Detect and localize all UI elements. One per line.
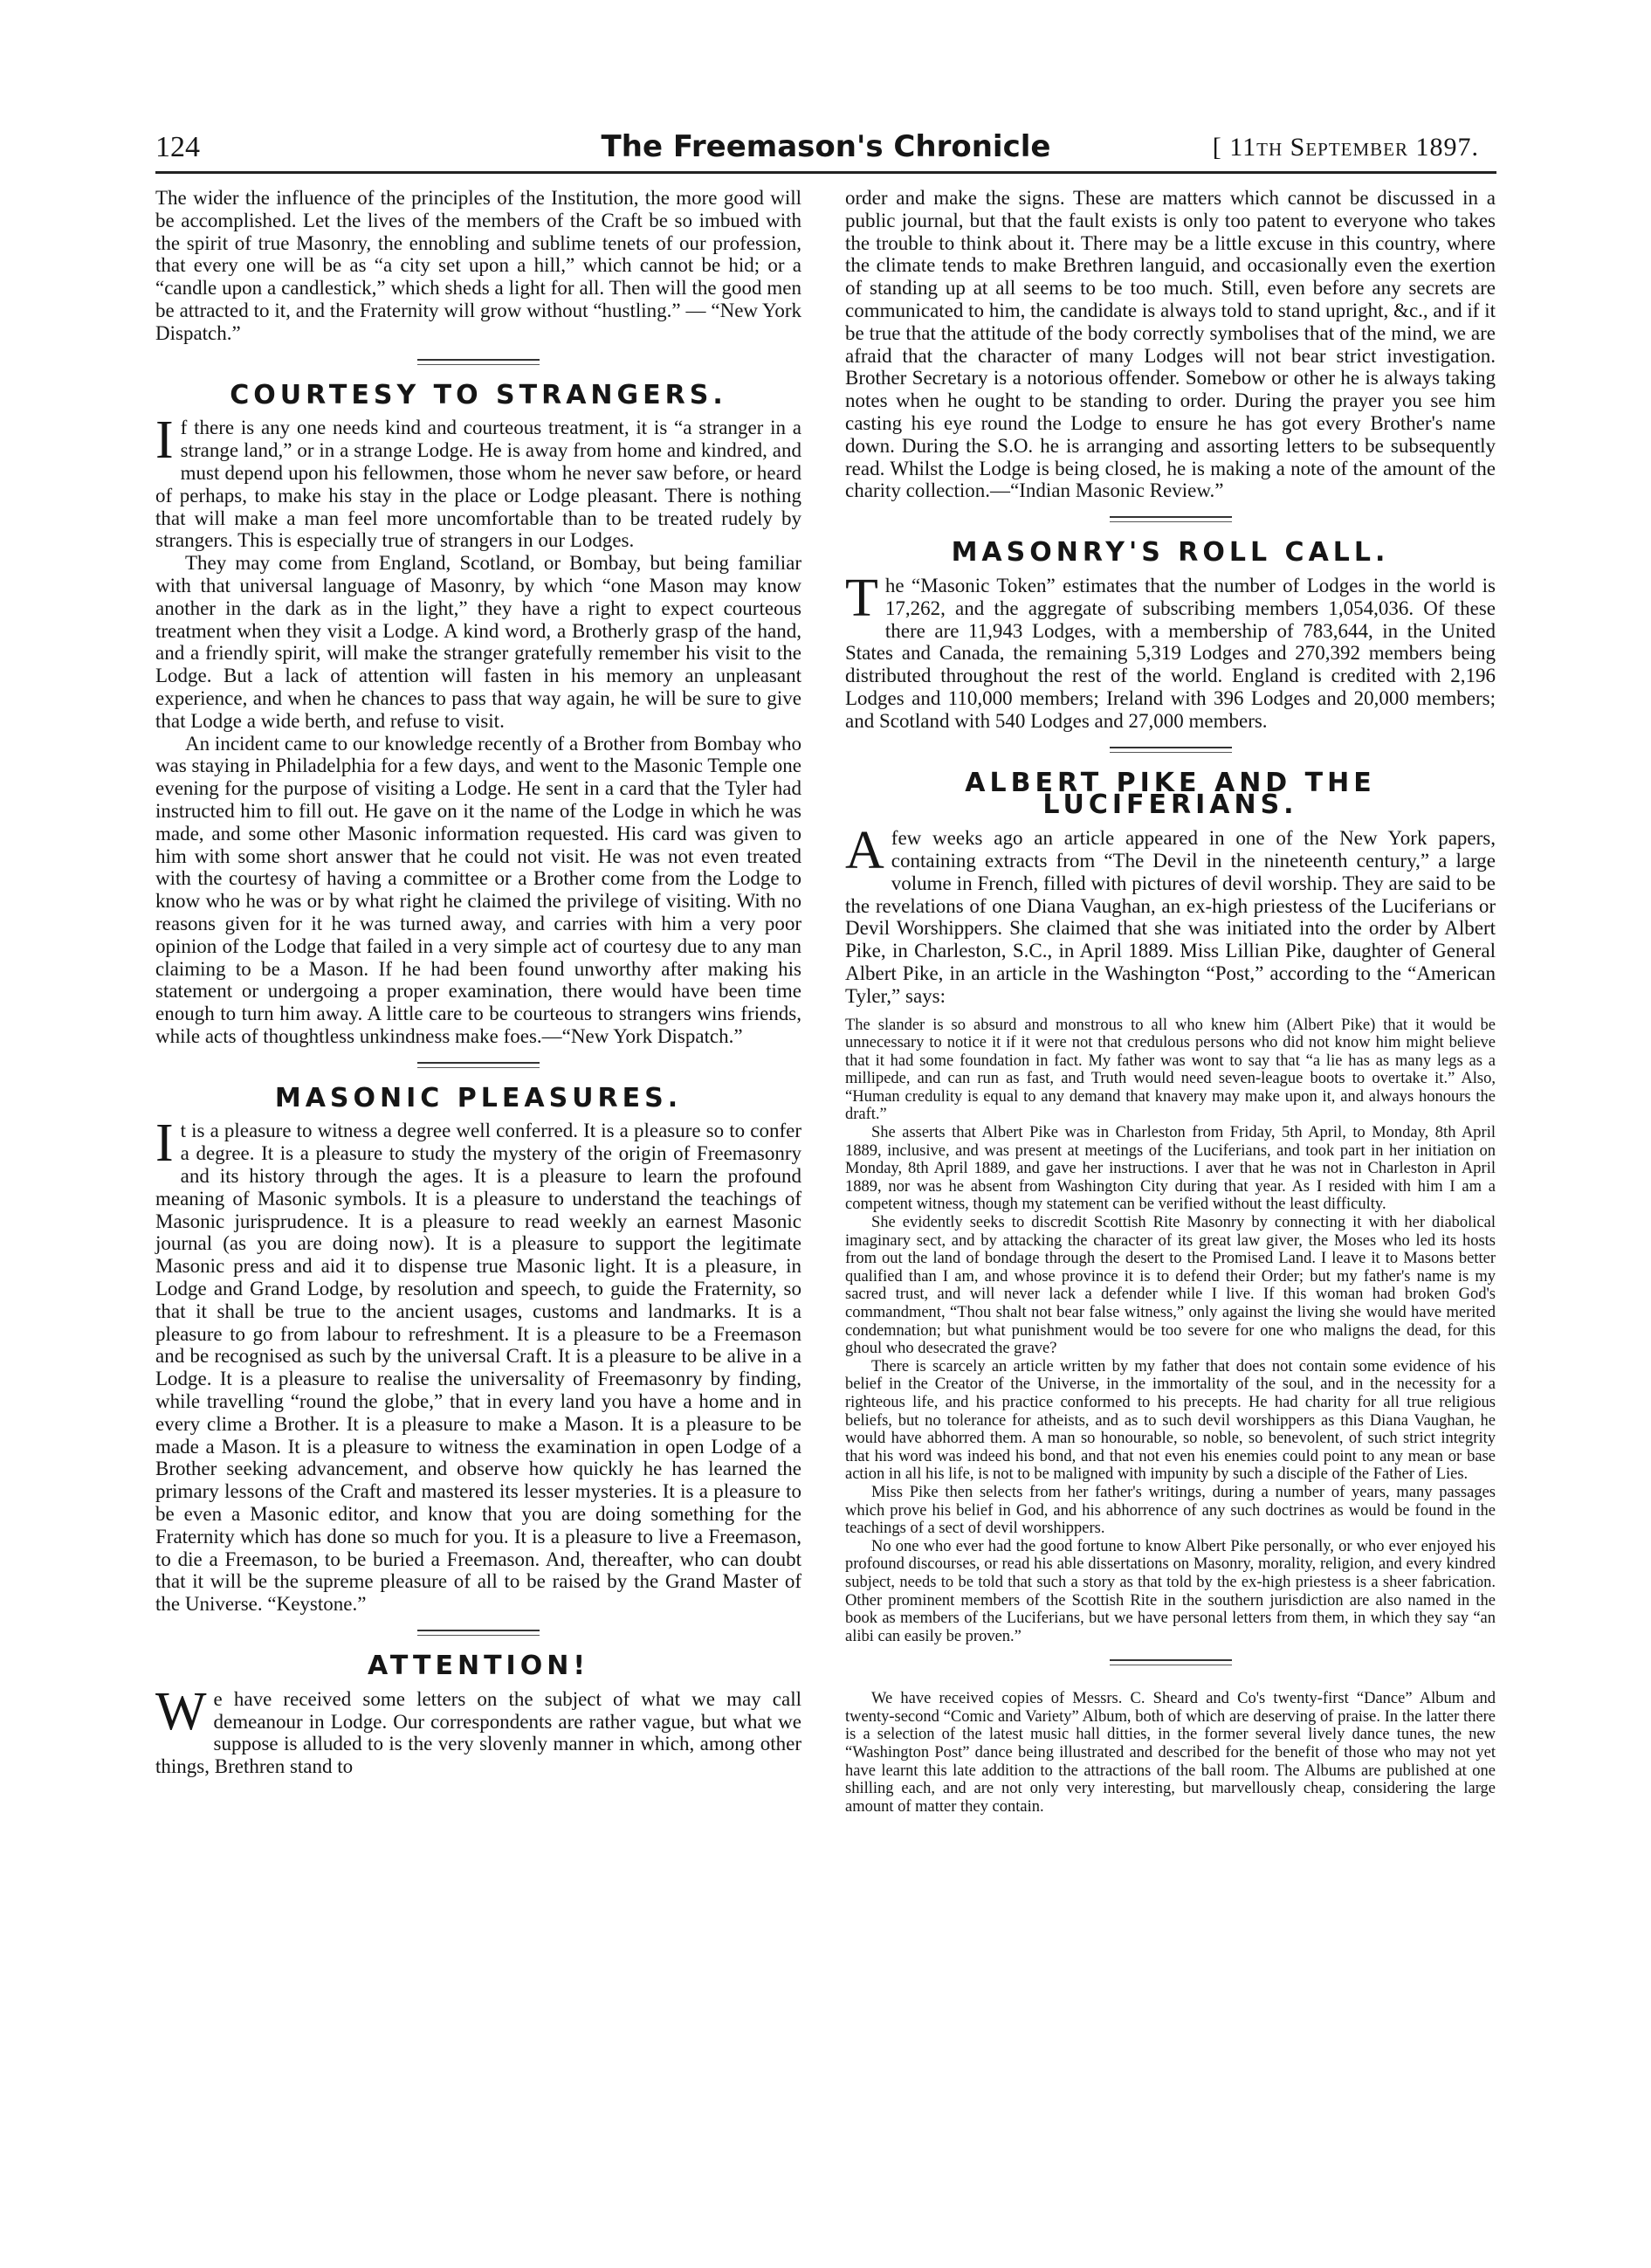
section-divider — [1110, 747, 1232, 753]
quote-paragraph: The slander is so absurd and monstrous to all who knew him (Albert Pike) that it would be unnecessary to notice it if it were not that credulous persons who did not know him might believe that it had some foundation in fact. My father was wont to say that “a lie has as many legs as a millipede, and can run as fast, and Truth would need seven-league boots to overtake it.” Also, “Human credulity is equal to any demand that knavery may make upon it, and always honours the draft.” — [845, 1016, 1496, 1124]
courtesy-paragraph: An incident came to our knowledge recently of a Brother from Bombay who was staying in Philadelphia for a few days, and went to the Masonic Temple one evening for the purpose of visiting a Lodge. He sent in a card that the Tyler had instructed him to fill out. He gave on it the name of the Lodge in which he was made, and some other Masonic information requested. His card was given to him with some short answer that he could not visit. He was not even treated with the courtesy of having a committee or a Brother come from the Lodge to know who he was or by what right he claimed the privilege of visiting. With no reasons given for it he was turned away, and carries with him a very poor opinion of the Lodge that failed in a very simple act of courtesy due to any man claiming to be a Mason. If he had been found unworthy after making his statement or undergoing a proper examination, there would have been time enough to turn him away. A little care to be courteous to strangers wins friends, while acts of thoughtless unkindness make foes.—“New York Dispatch.” — [155, 732, 801, 1047]
masthead — [155, 129, 1496, 168]
pleasures-heading: MASONIC PLEASURES. — [274, 1082, 683, 1113]
pleasures-paragraph: It is a pleasure to witness a degree well conferred. It is a pleasure so to confer a degree. It is a pleasure to study the mystery of the origin of Freemasonry and its history through the ages. It is a pleasure to learn the profound meaning of Masonic symbols. It is a pleasure to understand the teachings of Masonic jurisprudence. It is a pleasure to read weekly an earnest Masonic journal (as you are doing now). It is a pleasure to support the legitimate Masonic press and aid it to dispense true Masonic light. It is a pleasure, in Lodge and Grand Lodge, by resolution and speech, to guide the Fraternity, so that it shall be true to the ancient usages, customs and landmarks. It is a pleasure to go from labour to refreshment. It is a pleasure to be a Freemason and be recognised as such by the universal Craft. It is a pleasure to be alive in a Lodge. It is a pleasure to realise the universality of Freemasonry by finding, while travelling “round the globe,” that in every land you have a home and in every clime a Brother. It is a pleasure to make a Mason. It is a pleasure to be made a Mason. It is a pleasure to witness the examination in open Lodge of a Brother seeking advancement, and observe how quickly he has learned the primary lessons of the Craft and mastered its lesser mysteries. It is a pleasure to be even a Masonic editor, and know that you are doing something for the Fraternity which has done so much for you. It is a pleasure to live a Freemason, to die a Freemason, to be buried a Freemason. And, thereafter, who can doubt that it will be the supreme pleasure of all to be raised by the Grand Master of the Universe. “Keystone.” — [155, 1113, 801, 1616]
pike-intro: Afew weeks ago an article appeared in one of the New York papers, containing extracts from “The Devil in the nineteenth century,” a large volume in French, filled with pictures of devil worship. They are said to be the revelations of one Diana Vaughan, an ex-high priestess of the Luciferians or Devil Worshippers. She claimed that she was initiated into the order by Albert Pike, in Charleston, S.C., in April 1889. Miss Lillian Pike, daughter of General Albert Pike, in an article in the Washington “Post,” according to the “American Tyler,” says: — [845, 821, 1496, 1007]
opening-paragraph: The wider the influence of the principles of the Institution, the more good will be accomplished. Let the lives of the members of the Craft be so imbued with the spirit of true Masonry, the ennobling and sublime tenets of our profession, that every one will be as “a city set upon a hill,” which cannot be hid; or a “candle upon a candlestick,” which sheds a light for all. Then will the good men be attracted to it, and the Fraternity will grow without “hustling.” — “New York Dispatch.” — [155, 187, 801, 344]
issue-date: [ 11th September 1897. — [1212, 133, 1479, 162]
attention-paragraph: We have received some letters on the subject of what we may call demeanour in Lodge. Our correspondents are rather vague, but what we suppose is alluded to is the very slovenly manner in which, among other things, Brethren stand to — [155, 1681, 801, 1778]
page-number: 124 — [155, 131, 200, 163]
quote-paragraph: There is scarcely an article written by my father that does not contain some evidence of his belief in the Creator of the Universe, in the immortality of the soul, and in the necessity for a righteous life, and his practice conformed to his precepts. He had charity for all true religious beliefs, but no tolerance for atheists, and as to such devil worshippers as this Diana Vaughan, he would have abhorred them. A man so honourable, so noble, so benevolent, of such strict integrity that his word was indeed his bond, and that not even his enemies could point to any mean or base action in all his life, is not to be maligned with impunity by such a disciple of the Father of Lies. — [845, 1357, 1496, 1484]
quote-paragraph: She evidently seeks to discredit Scottish Rite Masonry by connecting it with her diabolical imaginary sect, and by attacking the character of its great law giver, the Moses who led its hosts from out the land of bondage through the desert to the Promised Land. I leave it to Masons better qualified than I am, and whose province it is to defend their Order; but my father's name is my sacred trust, and will never lack a defender while I live. If this woman had broken God's commandment, “Thou shalt not bear false witness,” only against the living she would have merited condemnation; but what punishment would be too severe for one who maligns the dead, for this ghoul who desecrated the grave? — [845, 1214, 1496, 1358]
roll-call-paragraph: The “Masonic Token” estimates that the number of Lodges in the world is 17,262, and the aggregate of subscribing members 1,054,036. Of these there are 11,943 Lodges, with a membership of 783,644, in the United States and Canada, the remaining 5,319 Lodges and 270,392 members being distributed throughout the rest of the world. England is credited with 2,196 Lodges and 110,000 members; Ireland with 396 Lodges and 20,000 members; and Scotland with 540 Lodges and 27,000 members. — [845, 568, 1496, 732]
attention-heading: ATTENTION! — [367, 1651, 590, 1682]
pike-heading: ALBERT PIKE AND THE LUCIFERIANS. — [965, 767, 1376, 821]
section-divider — [1110, 1659, 1232, 1665]
notice-paragraph: We have received copies of Messrs. C. Sheard and Co's twenty-first “Dance” Album and twenty-second “Comic and Variety” Album, both of which are deserving of praise. In the latter there is a selection of the latest music hall ditties, in the former several lively dance tunes, the new “Washington Post” dance being illustrated and described for the benefit of those who may not yet have learnt this late addition to the attractions of the ball room. The Albums are published at one shilling each, and are not only very interesting, but marvellously cheap, considering the large amount of matter they contain. — [845, 1690, 1496, 1816]
continuation-paragraph: order and make the signs. These are matters which cannot be discussed in a public journal, but that the fault exists is only too patent to everyone who takes the trouble to think about it. There may be a little excuse in this country, where the climate tends to make Brethren languid, and occasionally even the exertion of standing up at all seems to be too much. Still, even before any secrets are communicated to him, the candidate is always told to stand upright, &c., and if it be true that the attitude of the body correctly symbolises that of the mind, we are afraid that the character of many Lodges will not bear strict investigation. Brother Secretary is a notorious offender. Somebow or other he is always taking notes when he ought to be standing to order. During the prayer you see him casting his eye round the Lodge to ensure he has got every Brother's name down. During the S.O. he is arranging and assorting letters to be subsequently read. Whilst the Lodge is being closed, he is making a note of the amount of the charity collection.—“Indian Masonic Review.” — [845, 187, 1496, 502]
section-divider — [417, 359, 540, 365]
left-column — [155, 187, 801, 1778]
masthead-rule — [155, 171, 1496, 174]
right-column — [845, 187, 1496, 1816]
courtesy-heading: COURTESY TO STRANGERS. — [230, 379, 727, 410]
roll-call-heading: MASONRY'S ROLL CALL. — [951, 537, 1390, 569]
publication-title: The Freemason's Chronicle — [601, 129, 1051, 164]
quote-paragraph: No one who ever had the good fortune to know Albert Pike personally, or who ever enjoyed his profound discourses, or read his able dissertations on Masonry, morality, religion, and every kindred subject, needs to be told that such a story as that told by the ex-high priestess is a sheer fabrication. Other prominent members of the Scottish Rite in the southern jurisdiction are also named in the book as members of the Luciferians, but we have personal letters from them, in which they say “an alibi can easily be proven.” — [845, 1537, 1496, 1645]
courtesy-paragraph: If there is any one needs kind and courteous treatment, it is “a stranger in a strange land,” or in a strange Lodge. He is away from home and kindred, and must depend upon his fellowmen, those whom he never saw before, or heard of perhaps, to make his stay in the place or Lodge pleasant. There is nothing that will make a man feel more uncomfortable than to be treated rudely by strangers. This is especially true of strangers in our Lodges. — [155, 410, 801, 552]
section-divider — [417, 1062, 540, 1068]
section-divider — [1110, 516, 1232, 522]
courtesy-paragraph: They may come from England, Scotland, or Bombay, but being familiar with that universal language of Masonry, by which “one Mason may know another in the dark as in the light,” they have a right to expect courteous treatment when they visit a Lodge. A kind word, a Brotherly grasp of the hand, and a friendly spirit, will make the stranger gratefully remember his visit to the Lodge. But a lack of attention will fasten in his memory an unpleasant experience, and when he chances to pass that way again, he will be sure to give that Lodge a wide berth, and refuse to visit. — [155, 552, 801, 732]
quote-paragraph: She asserts that Albert Pike was in Charleston from Friday, 5th April, to Monday, 8th April 1889, inclusive, and was present at meetings of the Luciferians, and took part in her initiation on Monday, 8th April 1889, and gave her instructions. I aver that he was not in Charleston in April 1889, nor was he absent from Washington City during that year. As I resided with him I am a competent witness, though my statement can be verified without the least difficulty. — [845, 1124, 1496, 1214]
section-divider — [417, 1630, 540, 1636]
album-notice — [845, 1690, 1496, 1816]
pike-quote — [845, 1017, 1496, 1646]
quote-paragraph: Miss Pike then selects from her father's writings, during a number of years, many passages which prove his belief in God, and his abhorrence of any such doctrines as would be found in the teachings of a sect of devil worshippers. — [845, 1483, 1496, 1538]
